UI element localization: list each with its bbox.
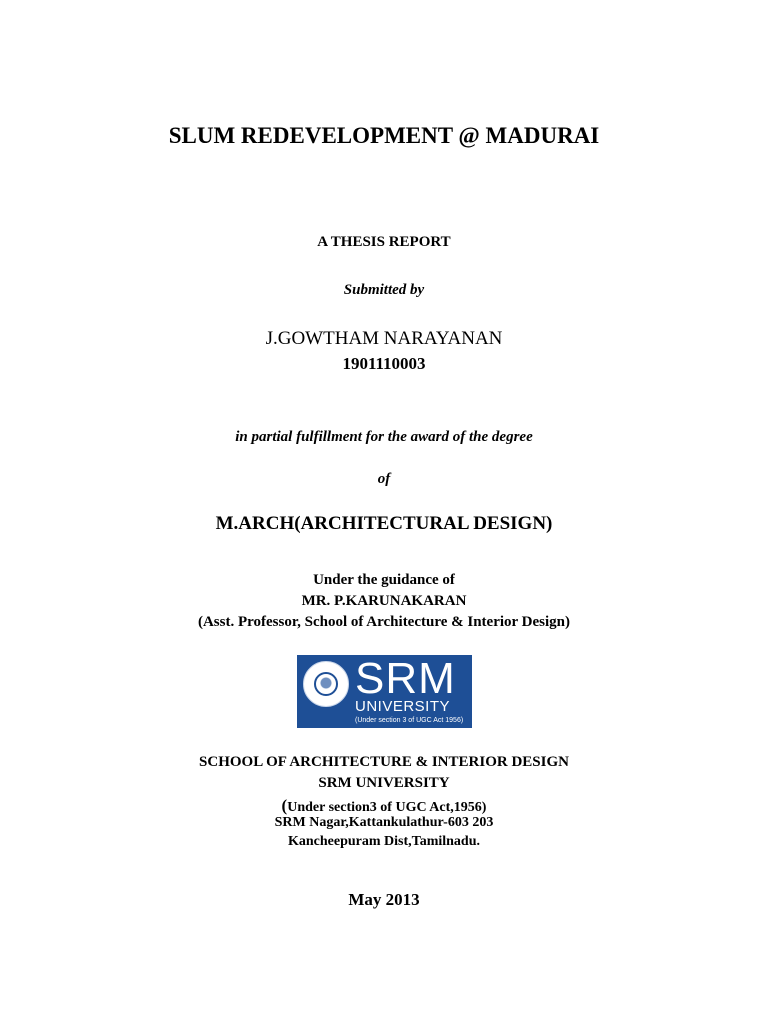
logo-wordmark: SRM xyxy=(355,655,456,703)
author-id: 1901110003 xyxy=(342,354,426,373)
submitted-by-label: Submitted by xyxy=(343,282,425,298)
act-note xyxy=(0,797,768,815)
guidance-label: Under the guidance of xyxy=(313,572,455,588)
university-seal-icon xyxy=(303,661,349,707)
school-name: SCHOOL OF ARCHITECTURE & INTERIOR DESIGN xyxy=(199,754,569,770)
report-type: A THESIS REPORT xyxy=(317,234,451,250)
seal-emblem-icon xyxy=(314,672,338,696)
author-name: J.GOWTHAM NARAYANAN xyxy=(265,328,503,349)
thesis-title: SLUM REDEVELOPMENT @ MADURAI xyxy=(168,123,600,148)
address-line-2: Kancheepuram Dist,Tamilnadu. xyxy=(287,834,480,849)
guide-name: MR. P.KARUNAKARAN xyxy=(301,593,467,609)
logo-act-note: (Under section 3 of UGC Act 1956) xyxy=(355,717,464,724)
degree-name: M.ARCH(ARCHITECTURAL DESIGN) xyxy=(215,513,553,534)
of-label: of xyxy=(377,471,391,487)
srm-university-logo xyxy=(297,655,472,728)
act-open-paren: ( xyxy=(281,796,288,815)
university-name: SRM UNIVERSITY xyxy=(318,775,450,791)
submission-date: May 2013 xyxy=(348,890,420,909)
guide-role: (Asst. Professor, School of Architecture & Interior Design) xyxy=(197,614,571,630)
partial-fulfillment-text: in partial fulfillment for the award of the degree xyxy=(235,429,533,445)
logo-subtitle: UNIVERSITY xyxy=(355,698,451,715)
address-line-1: SRM Nagar,Kattankulathur-603 203 xyxy=(274,815,494,830)
act-note-text: Under section3 of UGC Act,1956) xyxy=(287,800,487,815)
